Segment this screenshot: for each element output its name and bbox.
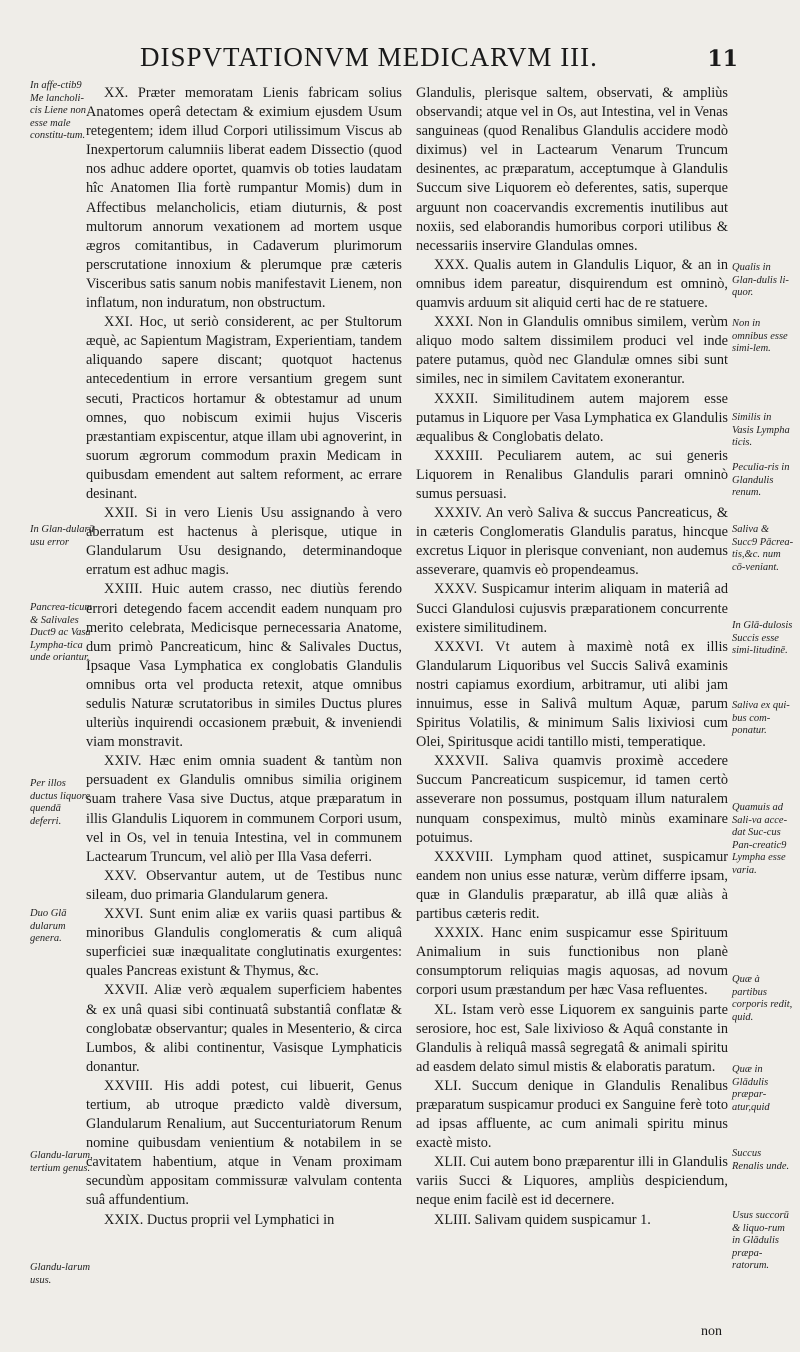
paragraph: XXIX. Ductus proprii vel Lymphatici in: [104, 1211, 335, 1228]
page-header: [0, 40, 800, 76]
paragraph: XXXII. Similitudinem autem majorem esse putamus in Liquore per Vasa Lymphatica ex Glandulis æqualibus & Conglobatis delato.: [416, 390, 728, 445]
left-text-column: [86, 84, 402, 1230]
margin-note: Quæ à partibus corporis redit, quid.: [732, 974, 793, 1023]
margin-note: Saliva ex qui-bus com-ponatur.: [732, 700, 790, 736]
paragraph: XXXIX. Hanc enim suspicamur esse Spirituum Animalium in suis functionibus non planè consumptorum reliquias magis aquosas, ad novum corpori usum præstandum per hæc Vasa refluentes.: [416, 925, 728, 999]
paragraph: XXXIII. Peculiarem autem, ac sui generis Liquorem in Renalibus Glandulis parari omninò sumus persuasi.: [416, 447, 728, 502]
margin-note: Duo Glā dularum genera.: [30, 908, 67, 944]
margin-note: Pancrea-ticum & Salivales Duct9 ac Vasa Lympha-tica unde oriantur.: [30, 602, 93, 663]
paragraph: XXXV. Suspicamur interim aliquam in materiâ ad Succi Glandulosi cujusvis præparationem concurrente existere similitudinem.: [416, 581, 728, 636]
paragraph: XL. Istam verò esse Liquorem ex sanguinis parte serosiore, hoc est, Sale lixivioso & Aquâ constante in Glandulis à reliquâ massâ segregatâ & animali spiritu ad easdem delato simul mistis & elaboratis paratum.: [416, 1001, 728, 1075]
paragraph: XXXIV. An verò Saliva & succus Pancreaticus, & in cæteris Conglomeratis Glandulis paratus, hincque excretus Liquor in plerisque conveniant, non audemus asseverare, quamvis eò propendeamus.: [416, 505, 728, 579]
catchword: non: [701, 1324, 722, 1339]
paragraph: XXXVIII. Lympham quod attinet, suspicamur eandem non unius esse naturæ, verùm differre ipsam, quæ in Glandulis præparatur, ab illâ quæ aliàs à partibus cæteris redit.: [416, 848, 728, 923]
paragraph: XXVIII. His addi potest, cui libuerit, Genus tertium, ab utroque prædicto valdè diversum, Glandularum Renalium, aut Succenturiatorum Renum nomine quibusdam venientium & notabilem in se cavitatem habentium, atque in Venam proximam secundùm appositam commissuræ valvulam contenta suâ affundentium.: [86, 1077, 402, 1209]
paragraph: XXV. Observantur autem, ut de Testibus nunc sileam, duo primaria Glandularum genera.: [86, 867, 402, 903]
page-number: 11: [707, 46, 738, 72]
paragraph: XLI. Succum denique in Glandulis Renalibus præparatum suspicamur produci ex Sanguine ferè toto ad ipsas affluente, ac cum animali spiritu minus exactè misto.: [416, 1077, 728, 1152]
margin-note: Saliva & Succ9 Pācrea-tis,&c. num cō-veniant.: [732, 524, 794, 573]
paragraph: XXVI. Sunt enim aliæ ex variis quasi partibus & minoribus Glandulis conglomeratis & cum aliquâ superficiei suæ inæqualitate conglutinatis exurgentes: quales Pancreas existunt & Thymus, &c.: [86, 906, 402, 980]
margin-note: Usus succorū & liquo-rum in Glādulis præpa-ratorum.: [732, 1210, 789, 1271]
paragraph: XXII. Si in vero Lienis Usu assignando à vero aberratum est hactenus à plerisque, utique in Glandularum Usu designando, determinandoque erratum est adhuc magis.: [86, 505, 402, 579]
margin-note: Per illos ductus liquore quendā deferri.: [30, 778, 90, 827]
margin-note: Qualis in Glan-dulis li-quor.: [732, 262, 789, 298]
running-title: DISPVTATIONVM MEDICARVM III.: [140, 42, 598, 72]
paragraph: Glandulis, plerisque saltem, observati, & ampliùs observandi; atque vel in Os, aut Intestina, vel in Venas sanguineas (quod Renalibus Glandulis accidere modò diximus) vel in Lactearum Venarum Truncum desinentes, ac præparatum, acceptumque à Glandulis Succum sive Liquorem eò deferentes, satis, superque arguunt non coacervandis excrementis inutilibus aut noxiis, sed elaborandis humoribus corpori utilibus & necessariis inservire Glandulas omnes.: [416, 85, 728, 254]
paragraph: XX. Præter memoratam Lienis fabricam solius Anatomes operâ detectam & eximium ejusdem Usum retegentem; idem illud Corpori utilissimum Viscus ab Inexpertorum calumniis liberat eadem Dissectio (quod nos adhuc addere oportet, quamvis ob toties laudatam hîc Anatomen Ilia fortè rumpantur Momis) dum in Affectibus melancholicis, etiam diuturnis, & post multorum annorum vexationem ad mortem usque ægros comitantibus, in Cadaverum plurimorum perscrutatione innoxium & plerumque præ cæteris Visceribus satis sanum nobis manifestavit Lienem, non inflatum, non induratum, non obstructum.: [86, 85, 402, 312]
margin-note: Glandu-larum, tertium genus.: [30, 1150, 93, 1174]
paragraph: XXIII. Huic autem crasso, nec diutiùs ferendo errori detegendo facem accendit eadem nunquam pro merito celebrata, Medicisque pernecessaria Anatome, dum primò Pancreaticum, hinc & Salivales Ductus, Ipsaque Vasa Lymphatica ex conglobatis Glandulis omnibus orta vel producta retexit, atque omnibus sedulis Naturæ scrutatoribus in similes Ductus plures ulteriùs inquirendi occasionem præbuit, & inveniendi viam monstravit.: [86, 581, 402, 751]
margin-note: Quæ in Glādulis præpar-atur,quid: [732, 1064, 770, 1113]
paragraph: XXIV. Hæc enim omnia suadent & tantùm non persuadent ex Glandulis omnibus similia originem suam trahere Vasa sive Ductus, atque præparatum in illis Glandulis Liquorem in communem Corpori usum, vel in Os, vel in tenuia Intestina, vel in communem Lactearum Truncum, vel aliò per Illa Vasa deferri.: [86, 753, 402, 865]
margin-note: Peculia-ris in Glandulis renum.: [732, 462, 790, 498]
paragraph: XXXVI. Vt autem à maximè notâ ex illis Glandularum Liquoribus vel Succis Salivâ examinis nostri capiamus exordium, arbitramur, uti alibi jam innuimus, esse in Salivâ multum Aquæ, parum Spiritus Volatilis, & minimum Salis lixiviosi cum Olei, Spiritusque acidi tantillo misti, temperatique.: [416, 638, 728, 751]
right-text-column: [416, 84, 728, 1230]
paragraph: XXXVII. Saliva quamvis proximè accedere Succum Pancreaticum suspicemur, id tamen certò asseverare non possumus, postquam illum naturalem nunquam conspeximus, multò minùs examinare potuimus.: [416, 753, 728, 846]
margin-note: In affe-ctib9 Me lancholi-cis Liene non esse male constitu-tum.: [30, 80, 86, 141]
margin-note: Glandu-larum usus.: [30, 1262, 91, 1286]
margin-note: Similis in Vasis Lympha ticis.: [732, 412, 790, 448]
paragraph: XXXI. Non in Glandulis omnibus similem, verùm aliquo modo saltem dissimilem produci vel inde patere putamus, quòd nec Glandulæ omnes sibi sunt similes, nec in similem Cavitatem exonerantur.: [416, 314, 728, 388]
paragraph: XLII. Cui autem bono præparentur illi in Glandulis variis Succi & Liquores, ampliùs despiciendum, neque enim facilè est id decernere.: [416, 1154, 728, 1209]
margin-note: Non in omnibus esse simi-lem.: [732, 318, 788, 354]
margin-note: Succus Renalis unde.: [732, 1148, 790, 1172]
margin-note: In Glan-dularū usu error: [30, 524, 94, 548]
paragraph: XLIII. Salivam quidem suspicamur 1.: [434, 1211, 651, 1228]
margin-note: Quamuis ad Sali-va acce-dat Suc-cus Pan-creatic9 Lympha esse varia.: [732, 802, 788, 876]
paragraph: XXI. Hoc, ut seriò considerent, ac per Stultorum æquè, ac Sapientum Magistram, Experientiam, tandem aliquando sapere discant; quotquot hactenus antecedentium in errore versantium gregem sunt secuti, Practicos hortamur & obtestamur ad unum omnes, quo nobiscum eximii hujus Visceris præstantiam expiscentur, atque illam ubi agnoverint, in suorum ægrorum commodum praxin Medicam in quibusdam emendent aut saltem reforment, ac errare desinant.: [86, 314, 402, 502]
margin-note: In Glā-dulosis Succis esse simi-litudinē.: [732, 620, 793, 656]
paragraph: XXVII. Aliæ verò æqualem superficiem habentes & ex unâ quasi sibi continuatâ substantiâ conflatæ & conglobatæ observantur; quales in Mesenterio, & circa Lumbos, & alibi continentur, Vasisque Lymphaticis donantur.: [86, 982, 402, 1075]
paragraph: XXX. Qualis autem in Glandulis Liquor, & an in omnibus idem pareatur, disquirendum est omninò, quamvis arduum sit aliquid certi hac de re statuere.: [416, 256, 728, 312]
